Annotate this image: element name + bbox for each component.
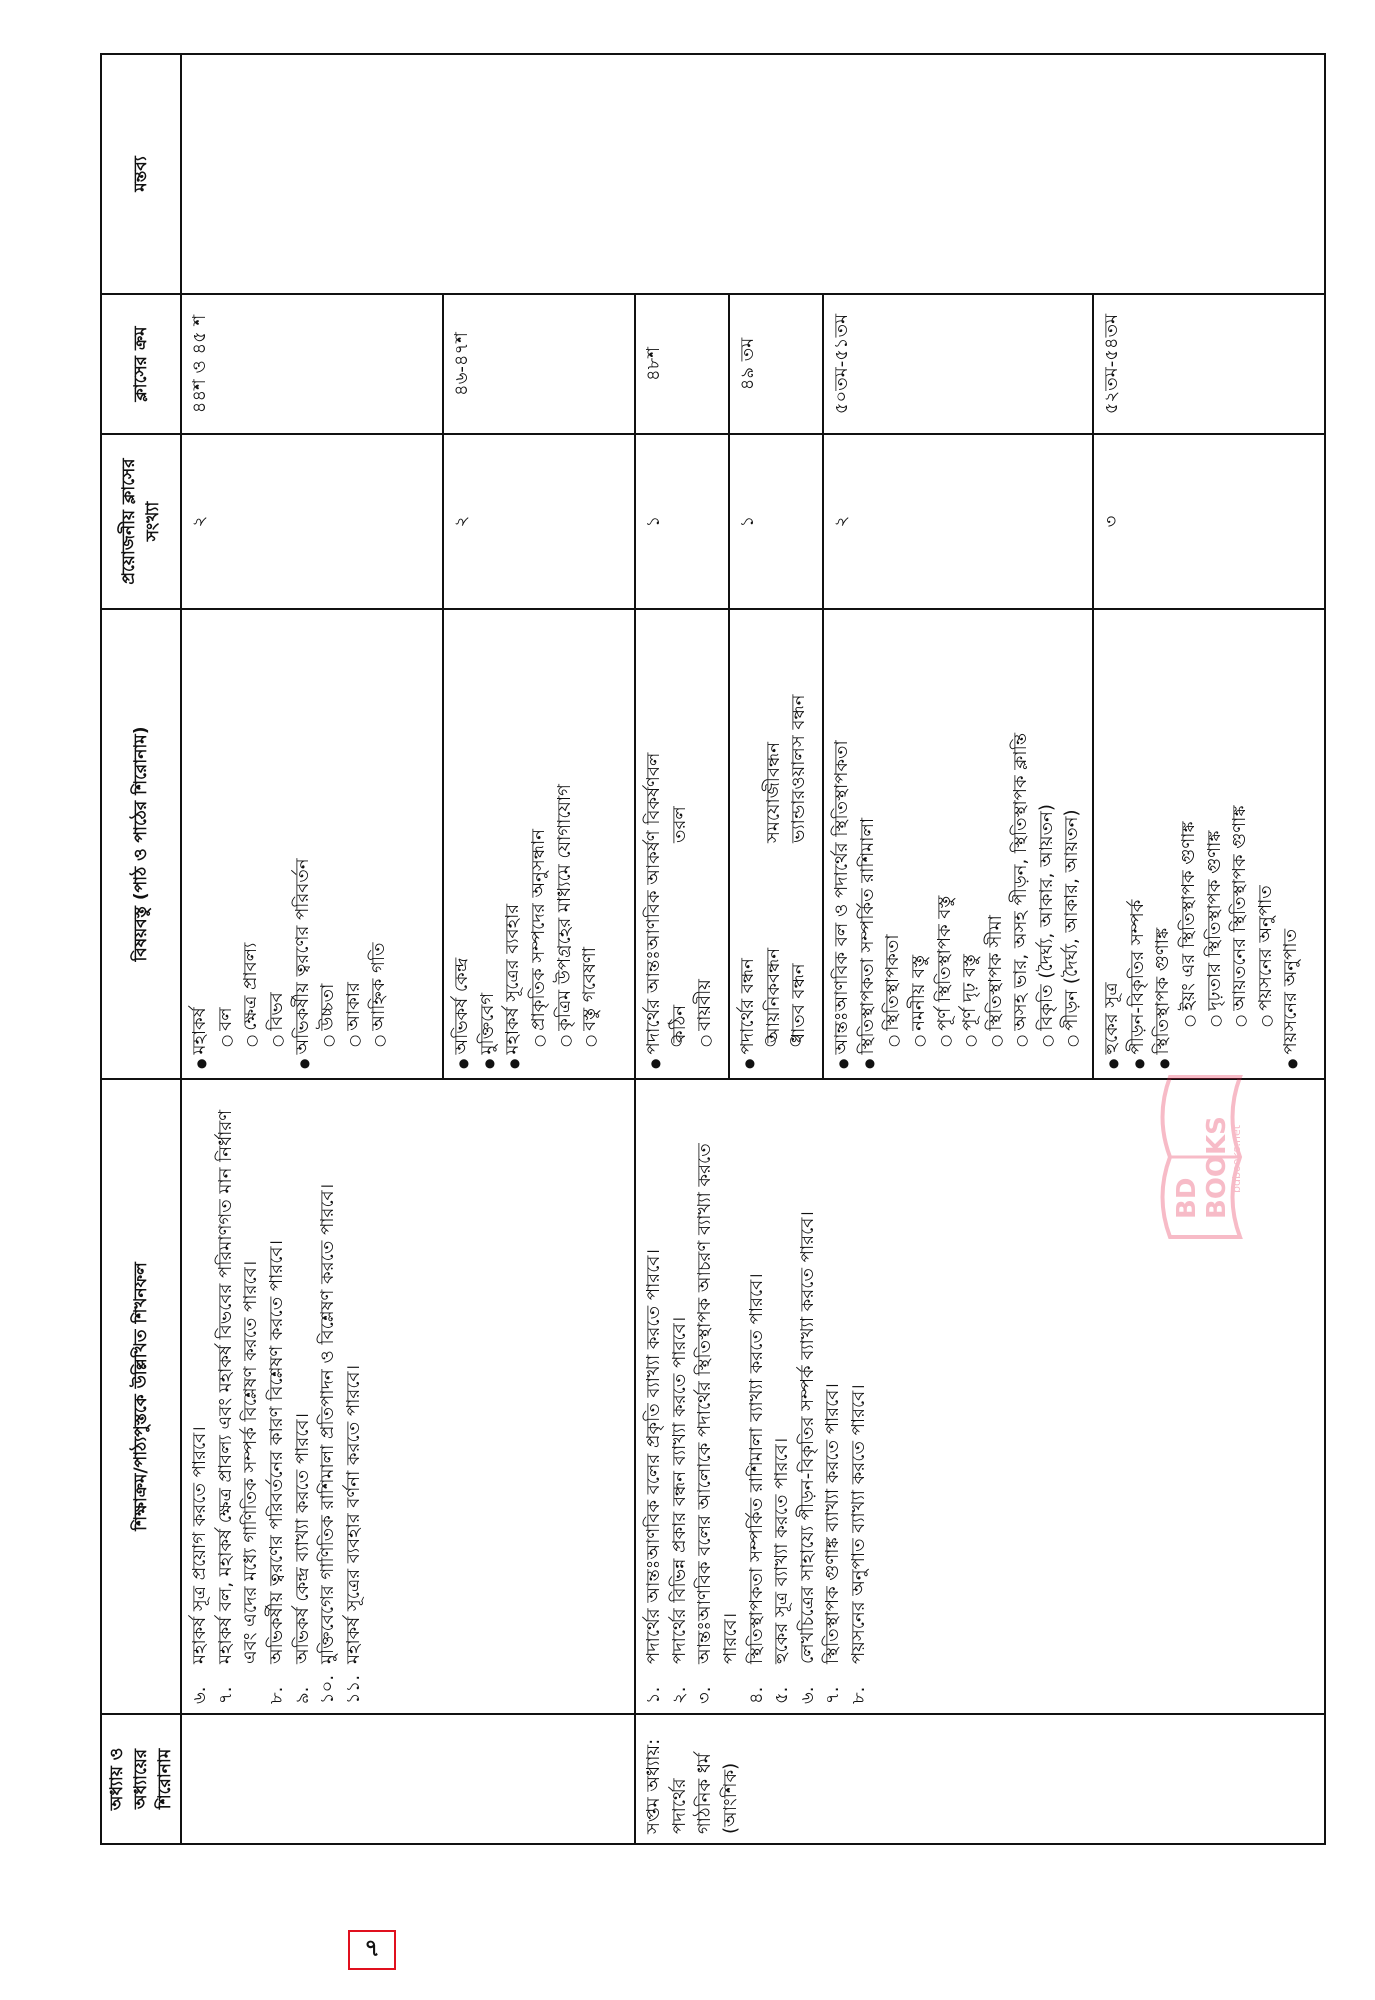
topic-subitem: ○ প্রাকৃতিক সম্পদের অনুসন্ধান	[526, 619, 552, 1069]
chapter-title: সপ্তম অধ্যায়: পদার্থের গাঠনিক ধর্ম (আংশিক)	[635, 1714, 1325, 1844]
topic-item: ● আন্তঃআণবিক বল ও পদার্থের স্থিতিস্থাপকতা	[829, 619, 855, 1069]
topic-subitem: ○ কৃত্রিম উপগ্রহের মাধ্যমে যোগাযোগ	[552, 619, 578, 1069]
class-order: ৫২তম-৫৪তম	[1093, 294, 1325, 434]
outcome-text: স্থিতিস্থাপক গুণাঙ্ক ব্যাখ্যা করতে পারবে।	[822, 1383, 844, 1664]
topic-item: ● মহাকর্ষ	[187, 619, 213, 1069]
topic-subitem: ○ আকার	[341, 619, 367, 1069]
class-order: ৫০তম-৫১তম	[823, 294, 1093, 434]
outcome-item	[667, 1089, 693, 1704]
topic-item: ● পদার্থের আন্তঃআণবিক আকর্ষণ বিকর্ষণবল	[641, 619, 667, 1069]
topic-subitem: ○ পীড়ন (দৈর্ঘ্য, আকার, আয়তন)	[1059, 619, 1085, 1069]
table-row	[635, 54, 729, 1844]
outcome-text: পয়সনের অনুপাত ব্যাখ্যা করতে পারবে।	[847, 1384, 869, 1664]
class-order: ৪৯ তম	[729, 294, 823, 434]
outcome-text: পদার্থের বিভিন্ন প্রকার বন্ধন ব্যাখ্যা করতে পারবে।	[668, 1316, 690, 1664]
outcome-item	[846, 1089, 872, 1704]
topic-subitem: ○ পয়সনের অনুপাত	[1253, 619, 1279, 1069]
topic-item: ● পয়সনের অনুপাত	[1278, 619, 1304, 1069]
topic-subitem: ○ বিভব	[264, 619, 290, 1069]
content-cell	[635, 609, 729, 1079]
outcome-item	[820, 1089, 846, 1704]
outcome-item	[795, 1089, 821, 1704]
content-cell	[181, 609, 443, 1079]
topic-subitem: ○ আয়তনের স্থিতিস্থাপক গুণাঙ্ক	[1227, 619, 1253, 1069]
class-count: ২	[443, 434, 635, 609]
header-remarks: মন্তব্য	[101, 54, 181, 294]
class-count: ১	[729, 434, 823, 609]
class-count: ২	[181, 434, 443, 609]
topic-item: ● মুক্তিবেগ	[475, 619, 501, 1069]
topic-subitem: ○ নমনীয় বস্তু	[906, 619, 932, 1069]
topic-subitem: ○ পূর্ণ দৃঢ় বস্তু	[957, 619, 983, 1069]
class-order: ৪৬-৪৭শ	[443, 294, 635, 434]
outcome-number: ৮.	[266, 1686, 288, 1704]
topic-subitem: ○ স্থিতিস্থাপক সীমা	[983, 619, 1009, 1069]
outcome-text: হুকের সূত্র ব্যাখ্যা করতে পারবে।	[771, 1437, 793, 1664]
topic-subitem: তরল	[668, 806, 690, 843]
outcome-number: ১০.	[317, 1674, 339, 1704]
topic-subitem: ○ অসহ ভার, অসহ পীড়ন, স্থিতিস্থাপক ক্লান্তি	[1008, 619, 1034, 1069]
topic-subitem-pair	[761, 619, 787, 1069]
outcome-number: ৬.	[189, 1686, 211, 1704]
topic-subitem: ○ উচ্চতা	[315, 619, 341, 1069]
header-row	[101, 54, 181, 1844]
topic-subitem: ○ ধাতব বন্ধন	[788, 963, 810, 1043]
outcome-text: মহাকর্ষ বল, মহাকর্ষ ক্ষেত্র প্রাবল্য এবং মহাকর্ষ বিভবের পরিমাণগত মান নির্ধারণ এবং এদের মধ্যে গাণিতিক সম্পর্ক বিশ্লেষণ করতে পারবে।	[214, 1109, 262, 1664]
outcome-number: ৭.	[214, 1686, 236, 1704]
watermark-brand: BD BOOKS	[1172, 1116, 1232, 1219]
outcome-number: ১১.	[342, 1674, 364, 1704]
chapter-cell-empty	[181, 1714, 635, 1844]
outcome-text: লেখচিত্রের সাহায্যে পীড়ন-বিকৃতির সম্পর্ক ব্যাখ্যা করতে পারবে।	[796, 1211, 818, 1664]
outcome-text: অভিকর্ষ কেন্দ্র ব্যাখ্যা করতে পারবে।	[291, 1413, 313, 1664]
outcome-text: আন্তঃআণবিক বলের আলোকে পদার্থের স্থিতিস্থাপক আচরণ ব্যাখ্যা করতে পারবে।	[694, 1143, 742, 1664]
outcome-item	[641, 1089, 667, 1704]
topic-subitem: ○ পূর্ণ স্থিতিস্থাপক বস্তু	[932, 619, 958, 1069]
outcome-item	[692, 1089, 743, 1704]
outcome-text: মহাকর্ষ সূত্রের ব্যবহার বর্ণনা করতে পারবে।	[342, 1364, 364, 1664]
outcome-number: ৩.	[694, 1686, 716, 1704]
topic-subitem: ○ দৃঢ়তার স্থিতিস্থাপক গুণাঙ্ক	[1202, 619, 1228, 1069]
topic-subitem-pair	[786, 619, 812, 1069]
content-cell	[823, 609, 1093, 1079]
class-order: ৪৮শ	[635, 294, 729, 434]
topic-subitem: ○ বস্তু গবেষণা	[577, 619, 603, 1069]
topic-subitem: ○ বায়বীয়	[692, 619, 718, 1069]
outcome-item	[187, 1089, 213, 1704]
topic-subitem: ○ বিকৃতি (দৈর্ঘ্য, আকার, আয়তন)	[1034, 619, 1060, 1069]
outcomes-cell	[635, 1079, 1325, 1714]
topic-subitem: ○ স্থিতিস্থাপকতা	[880, 619, 906, 1069]
table-row	[181, 54, 443, 1844]
outcome-item	[264, 1089, 290, 1704]
outcome-item	[744, 1089, 770, 1704]
outcome-number: ৫.	[771, 1686, 793, 1704]
outcome-item	[290, 1089, 316, 1704]
topic-subitem: ○ ক্ষেত্র প্রাবল্য	[238, 619, 264, 1069]
outcome-text: মহাকর্ষ সূত্র প্রয়োগ করতে পারবে।	[189, 1426, 211, 1664]
content-cell	[1093, 609, 1325, 1079]
outcome-text: পদার্থের আন্তঃআণবিক বলের প্রকৃতি ব্যাখ্যা করতে পারবে।	[643, 1249, 665, 1664]
outcome-item	[315, 1089, 341, 1704]
watermark-site: bdbooks.net	[1230, 1124, 1243, 1193]
class-count: ৩	[1093, 434, 1325, 609]
topic-item: ● স্থিতিস্থাপকতা সম্পর্কিত রাশিমালা	[855, 619, 881, 1069]
topic-item: ● অভিকর্ষ কেন্দ্র	[449, 619, 475, 1069]
class-count: ২	[823, 434, 1093, 609]
content-cell	[729, 609, 823, 1079]
topic-subitem-pair	[667, 619, 693, 1069]
class-order: ৪৪শ ও ৪৫ শ	[181, 294, 443, 434]
lesson-plan-table	[100, 53, 1326, 1845]
header-outcomes: শিক্ষাক্রম/পাঠ্যপুস্তকে উল্লিখিত শিখনফল	[101, 1079, 181, 1714]
outcome-number: ৬.	[796, 1686, 818, 1704]
outcome-number: ৭.	[822, 1686, 844, 1704]
topic-subitem: ○ ইয়ং এর স্থিতিস্থাপক গুণাঙ্ক	[1176, 619, 1202, 1069]
outcome-number: ৮.	[847, 1686, 869, 1704]
topic-item: ● স্থিতিস্থাপক গুণাঙ্ক	[1150, 619, 1176, 1069]
topic-item: ● মহাকর্ষ সূত্রের ব্যবহার	[500, 619, 526, 1069]
content-cell	[443, 609, 635, 1079]
outcome-number: ২.	[668, 1686, 690, 1704]
outcome-text: স্থিতিস্থাপকতা সম্পর্কিত রাশিমালা ব্যাখ্যা করতে পারবে।	[745, 1273, 767, 1664]
topic-subitem: সমযোজীবন্ধন	[762, 742, 784, 843]
topic-subitem: ○ আয়নিকবন্ধন	[762, 947, 784, 1043]
header-content: বিষয়বস্তু (পাঠ ও পাঠের শিরোনাম)	[101, 609, 181, 1079]
topic-subitem: ○ বল	[213, 619, 239, 1069]
outcome-item	[341, 1089, 367, 1704]
topic-subitem: ○ আহ্নিক গতি	[366, 619, 392, 1069]
outcome-number: ১.	[643, 1686, 665, 1704]
outcome-text: অভিকর্ষীয় ত্বরণের পরিবর্তনের কারণ বিশ্লেষণ করতে পারবে।	[266, 1240, 288, 1664]
outcome-item	[213, 1089, 264, 1704]
rotated-page	[100, 55, 1302, 1845]
topic-subitem: ভ্যান্ডারওয়ালস বন্ধন	[788, 694, 810, 843]
topic-item: ● পীড়ন-বিকৃতির সম্পর্ক	[1125, 619, 1151, 1069]
header-class-order: ক্লাসের ক্রম	[101, 294, 181, 434]
topic-item: ● পদার্থের বন্ধন	[735, 619, 761, 1069]
outcome-text: মুক্তিবেগের গাণিতিক রাশিমালা প্রতিপাদন ও বিশ্লেষণ করতে পারবে।	[317, 1183, 339, 1664]
topic-item: ● হুকের সূত্র	[1099, 619, 1125, 1069]
outcome-number: ৯.	[291, 1686, 313, 1704]
header-chapter: অধ্যায় ও অধ্যায়ের শিরোনাম	[101, 1714, 181, 1844]
outcome-number: ৪.	[745, 1686, 767, 1704]
topic-item: ● অভিকর্ষীয় ত্বরণের পরিবর্তন	[290, 619, 316, 1069]
header-classes-needed: প্রয়োজনীয় ক্লাসের সংখ্যা	[101, 434, 181, 609]
page-number-box: ৭	[348, 1930, 396, 1970]
outcome-item	[769, 1089, 795, 1704]
remarks-cell	[181, 54, 1325, 294]
class-count: ১	[635, 434, 729, 609]
topic-subitem: ○ কঠিন	[668, 1004, 690, 1043]
outcomes-cell	[181, 1079, 635, 1714]
